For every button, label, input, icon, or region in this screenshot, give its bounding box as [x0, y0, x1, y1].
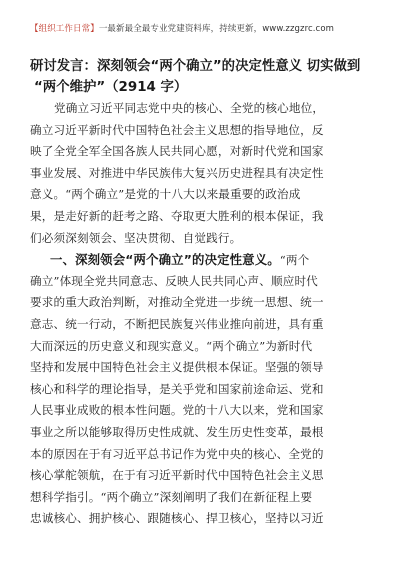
paragraph-line: 映了全党全军全国各族人民共同心愿，对新时代党和国家 [30, 144, 324, 159]
paragraph-line: 核心和科学的理论指导，是关乎党和国家前途命运、党和 [30, 381, 324, 396]
paragraph-line: 事业发展、对推进中华民族伟大复兴历史进程具有决定性 [30, 165, 324, 180]
paragraph-line: 大而深远的历史意义和现实意义。“两个确立”为新时代 [30, 338, 313, 353]
title-line-1: 研讨发言：深刻领会“两个确立”的决定性意义 切实做到 [30, 59, 361, 74]
paragraph-line: 坚持和发展中国特色社会主义提供根本保证。坚强的领导 [30, 360, 324, 375]
paragraph-line: 确立习近平新时代中国特色社会主义思想的指导地位，反 [30, 122, 324, 137]
header-tagline: 一最新最全最专业党建资料库，持续更新，www.zzgzrc.com [98, 24, 335, 34]
header-source-tag: 【组织工作日常】 [30, 24, 99, 34]
paragraph-line: 确立”体现全党共同意志、反映人民共同心声、顺应时代 [30, 273, 318, 288]
document-body [30, 98, 385, 530]
paragraph-line: 要求的重大政治判断，对推动全党进一步统一思想、统一 [30, 295, 324, 310]
paragraph-line: 们必须深刻领会、坚决贯彻、自觉践行。 [30, 230, 242, 245]
paragraph-line: 人民事业成败的根本性问题。党的十八大以来，党和国家 [30, 403, 324, 418]
paragraph-line: 想科学指引。“两个确立”深刻阐明了我们在新征程上要 [30, 489, 313, 504]
paragraph-line: 本的原因在于有习近平总书记作为党中央的核心、全党的 [30, 446, 324, 461]
title-line-2: “两个维护”（2914 字） [34, 80, 188, 95]
paragraph-line: 事业之所以能够取得历史性成就、发生历史性变革，最根 [30, 424, 324, 439]
section-heading [30, 249, 385, 271]
document-title [30, 56, 390, 98]
paragraph-line: 意志、统一行动，不断把民族复兴伟业推向前进，具有重 [30, 316, 324, 331]
paragraph-line: 核心掌舵领航，在于有习近平新时代中国特色社会主义思 [30, 468, 324, 483]
paragraph-line: 忠诚核心、拥护核心、跟随核心、捍卫核心，坚持以习近 [30, 511, 324, 526]
paragraph-line: 党确立习近平同志党中央的核心、全党的核心地位， [54, 101, 325, 115]
section-heading-tail: “两个 [279, 253, 310, 268]
document-header [30, 22, 334, 34]
section-heading-text: 一、深刻领会“两个确立”的决定性意义。 [50, 252, 280, 268]
paragraph-line: 果，是走好新的赶考之路、夺取更大胜利的根本保证，我 [30, 208, 324, 223]
paragraph-line: 意义。“两个确立”是党的十八大以来最重要的政治成 [30, 187, 301, 202]
